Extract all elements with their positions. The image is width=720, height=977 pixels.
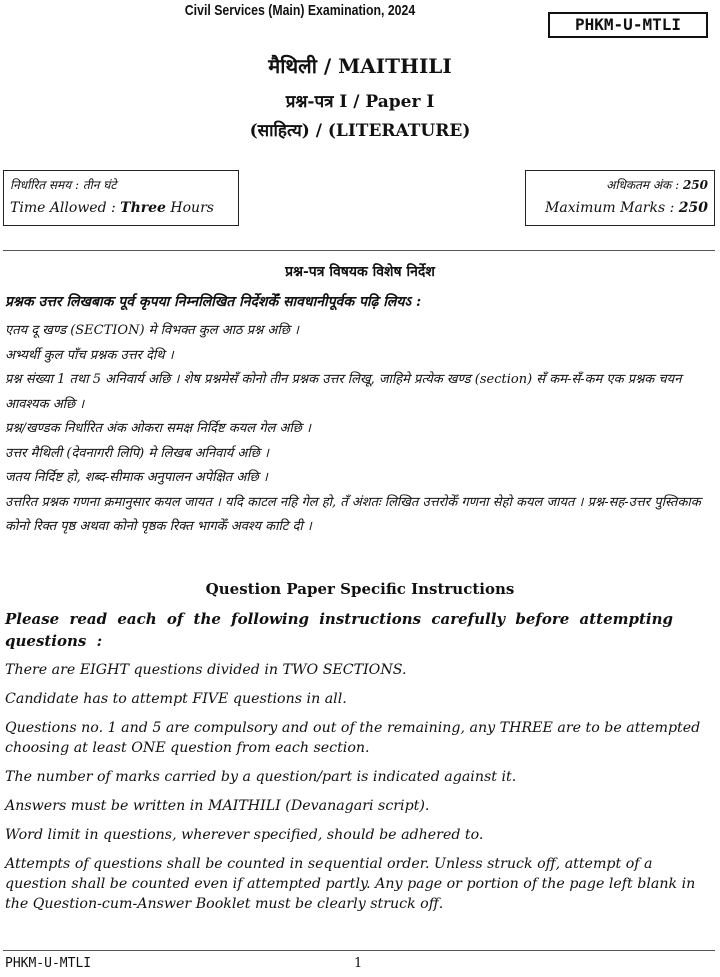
footer-paper-code: PHKM-U-MTLI [5, 956, 92, 971]
maximum-marks-label: Maximum Marks : [545, 200, 679, 216]
hindi-instructions-list [5, 319, 713, 540]
exam-title: Civil Services (Main) Examination, 2024 [184, 2, 416, 19]
page-number: 1 [354, 956, 363, 971]
english-instructions-lead: Please read each of the following instructions carefully before attempting questions : [5, 610, 673, 650]
english-instructions-heading: Question Paper Specific Instructions [205, 580, 515, 598]
english-instruction-item: Answers must be written in MAITHILI (Devanagari script). [5, 798, 430, 814]
english-instruction-item: The number of marks carried by a question/part is indicated against it. [5, 769, 517, 785]
hindi-instruction-item: उत्तरित प्रश्नक गणना क्रमानुसार कयल जायत । यदि काटल नहि गेल हो, तँ अंशतः लिखित उत्तरोकेँ गणना सेहो कयल जायत । प्रश्न-सह-उत्तर पुस्तिकाक कोनो रिक्त पृष्ठ अथवा कोनो पृष्ठक रिक्त भागकेँ अवश्य काटि दी । [5, 494, 701, 534]
paper-number: प्रश्न-पत्र I / Paper I [285, 92, 435, 112]
paper-code-box: PHKM-U-MTLI [548, 12, 708, 38]
section-divider [3, 250, 715, 251]
maximum-marks-hindi [532, 174, 708, 196]
time-allowed-label: Time Allowed : [10, 200, 121, 216]
footer-divider [3, 950, 715, 951]
hindi-instruction-item: एतय दू खण्ड (SECTION) मे विभक्त कुल आठ प्रश्न अछि । [5, 323, 299, 338]
maximum-marks-box [525, 170, 715, 226]
english-instruction-item: Questions no. 1 and 5 are compulsory and out of the remaining, any THREE are to be attempted choosing at least ONE question from each section. [5, 720, 701, 756]
english-instructions-list [5, 660, 713, 923]
paper-category: (साहित्य) / (LITERATURE) [249, 121, 471, 141]
maximum-marks-hindi-value: 250 [682, 178, 708, 192]
maximum-marks-hindi-label: अधिकतम अंक : [606, 178, 683, 192]
maximum-marks-english [532, 196, 708, 220]
english-instruction-item: Candidate has to attempt FIVE questions in all. [5, 691, 347, 707]
hindi-instructions-lead: प्रश्नक उत्तर लिखबाक पूर्व कृपया निम्नलिखित निर्देशकेँ सावधानीपूर्वक पढ़ि लियऽ : [5, 294, 422, 310]
hindi-instruction-item: उत्तर मैथिली (देवनागरी लिपि) मे लिखब अनिवार्य अछि । [5, 445, 269, 461]
hindi-instruction-item: प्रश्न/खण्डक निर्धारित अंक ओकरा समक्ष निर्दिष्ट कयल गेल अछि । [5, 421, 311, 436]
maximum-marks-value: 250 [678, 200, 708, 216]
hindi-instruction-item: प्रश्न संख्या 1 तथा 5 अनिवार्य अछि । शेष प्रश्नमेसँ कोनो तीन प्रश्नक उत्तर लिखू, जाहिमे प्रत्येक खण्ड (section) सँ कम-सँ-कम एक प्रश्नक चयन आवश्यक अछि । [5, 372, 682, 412]
time-allowed-hindi: निर्धारित समय : तीन घंटे [10, 178, 117, 192]
time-allowed-box [3, 170, 239, 226]
hindi-instruction-item: जतय निर्दिष्ट हो, शब्द-सीमाक अनुपालन अपेक्षित अछि । [5, 470, 268, 485]
time-allowed-suffix: Hours [165, 200, 214, 216]
english-instruction-item: There are EIGHT questions divided in TWO SECTIONS. [5, 662, 407, 678]
time-allowed-english [10, 196, 232, 220]
hindi-instructions-heading: प्रश्न-पत्र विषयक विशेष निर्देश [285, 264, 435, 280]
english-instruction-item: Attempts of questions shall be counted in sequential order. Unless struck off, attempt of a question shall be counted even if attempted partly. Any page or portion of the page left blank in the Question-cum-Answer Booklet must be clearly struck off. [5, 856, 696, 912]
time-allowed-value: Three [120, 200, 166, 216]
english-instruction-item: Word limit in questions, wherever specified, should be adhered to. [5, 827, 484, 843]
hindi-instruction-item: अभ्यर्थी कुल पाँच प्रश्नक उत्तर देथि । [5, 347, 174, 363]
subject-title: मैथिली / MAITHILI [268, 54, 452, 78]
